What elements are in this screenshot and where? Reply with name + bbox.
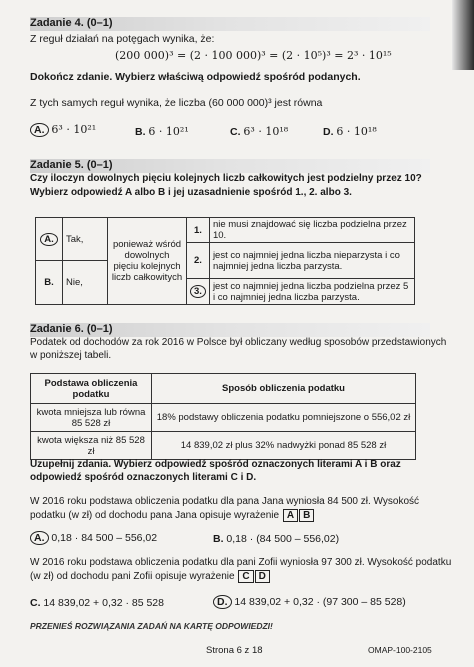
task5-answer-table xyxy=(35,217,415,305)
jan-answer-box-a[interactable]: A xyxy=(283,509,298,522)
tax-table-header-method: Sposób obliczenia podatku xyxy=(152,374,416,404)
tax-table-header-base: Podstawa obliczenia podatku xyxy=(31,374,152,404)
task5-reason-2-num[interactable]: 2. xyxy=(187,243,210,279)
task6-zofia-line2 xyxy=(30,570,270,583)
task4-option-b[interactable] xyxy=(135,125,189,138)
task6-zofia-option-c-letter: C. xyxy=(30,597,41,609)
task4-option-c-text: 6³ · 10¹⁸ xyxy=(243,125,289,138)
tax-table-row2-method: 14 839,02 zł plus 32% nadwyżki ponad 85 528 zł xyxy=(152,432,416,460)
task6-zofia-option-d-text: 14 839,02 + 0,32 · (97 300 – 85 528) xyxy=(234,596,406,608)
task5-question-line2: Wybierz odpowiedź A albo B i jej uzasadnienie spośród 1., 2. albo 3. xyxy=(30,187,352,198)
task5-reason-1-num[interactable]: 1. xyxy=(187,218,210,243)
selected-answer-circle: A. xyxy=(30,531,49,545)
task5-reason-3-num[interactable] xyxy=(187,279,210,305)
task4-option-d-text: 6 · 10¹⁸ xyxy=(336,125,377,138)
selected-answer-circle: A. xyxy=(40,233,58,246)
task6-intro-line2: w poniższej tabeli. xyxy=(30,350,112,361)
task5-option-a-text: Tak, xyxy=(63,218,108,261)
task6-zofia-option-c-text: 14 839,02 + 0,32 · 85 528 xyxy=(43,597,164,609)
task6-title: Zadanie 6. (0–1) xyxy=(30,323,113,335)
task4-question: Z tych samych reguł wynika, że liczba (60 000 000)³ jest równa xyxy=(30,97,323,109)
jan-answer-box-b[interactable]: B xyxy=(299,509,314,522)
task6-intro-line1: Podatek od dochodów za rok 2016 w Polsce był obliczany według sposobów przedstawionych xyxy=(30,337,447,348)
task4-option-a-text: 6³ · 10²¹ xyxy=(51,123,97,136)
selected-answer-circle: D. xyxy=(213,595,232,609)
selected-answer-circle: A. xyxy=(30,123,49,137)
task6-zofia-option-d[interactable] xyxy=(213,595,406,609)
task5-reason-2-text: jest co najmniej jedna liczba nieparzysta i co najmniej jedna liczba parzysta. xyxy=(209,243,414,279)
task4-option-b-letter: B. xyxy=(135,126,146,138)
task4-option-b-text: 6 · 10²¹ xyxy=(148,125,189,138)
task6-instruction-line1: Uzupełnij zdania. Wybierz odpowiedź spośród oznaczonych literami A i B oraz xyxy=(30,459,401,470)
tax-table-row2-base: kwota większa niż 85 528 zł xyxy=(31,432,152,460)
task5-option-b-text: Nie, xyxy=(63,261,108,305)
task6-jan-option-b-text: 0,18 · (84 500 – 556,02) xyxy=(226,533,340,545)
task6-jan-option-a-text: 0,18 · 84 500 – 556,02 xyxy=(51,532,158,544)
page-number: Strona 6 z 18 xyxy=(206,645,263,656)
task4-title: Zadanie 4. (0–1) xyxy=(30,17,113,29)
task5-reason-3-text: jest co najmniej jedna liczba podzielna przez 5 i co najmniej jedna liczba parzysta. xyxy=(209,279,414,305)
task6-jan-line1: W 2016 roku podstawa obliczenia podatku dla pana Jana wyniosła 84 500 zł. Wysokość xyxy=(30,496,420,507)
task6-zofia-line1: W 2016 roku podstawa obliczenia podatku dla pani Zofii wyniosła 97 300 zł. Wysokość podatku xyxy=(30,557,452,568)
task6-jan-line2 xyxy=(30,509,314,522)
task5-question-line1: Czy iloczyn dowolnych pięciu kolejnych liczb całkowitych jest podzielny przez 10? xyxy=(30,173,422,184)
tax-table-row1-base: kwota mniejsza lub równa 85 528 zł xyxy=(31,404,152,432)
task6-jan-option-b-letter: B. xyxy=(213,533,224,545)
zofia-answer-box-c[interactable]: C xyxy=(238,570,253,583)
task5-middle-text: ponieważ wśród dowolnych pięciu kolejnych liczb całkowitych xyxy=(108,218,187,305)
task6-instruction-line2: odpowiedź spośród oznaczonych literami C i D. xyxy=(30,472,257,483)
task4-option-a[interactable] xyxy=(30,123,96,137)
task5-option-a[interactable] xyxy=(36,218,63,261)
task4-option-d-letter: D. xyxy=(323,126,334,138)
task4-instruction: Dokończ zdanie. Wybierz właściwą odpowiedź spośród podanych. xyxy=(30,71,361,83)
selected-answer-circle: 3. xyxy=(190,285,206,298)
task4-option-c-letter: C. xyxy=(230,126,241,138)
task6-jan-line2-text: podatku (w zł) od dochodu pana Jana opisuje wyrażenie xyxy=(30,510,280,521)
task5-option-b[interactable]: B. xyxy=(36,261,63,305)
transfer-note: PRZENIEŚ ROZWIĄZANIA ZADAŃ NA KARTĘ ODPOWIEDZI! xyxy=(30,621,273,631)
task6-zofia-line2-text: (w zł) od dochodu pani Zofii opisuje wyrażenie xyxy=(30,571,235,582)
task6-jan-option-b[interactable] xyxy=(213,533,339,545)
zofia-answer-box-d[interactable]: D xyxy=(255,570,270,583)
task4-option-c[interactable] xyxy=(230,125,288,138)
task4-intro: Z reguł działań na potęgach wynika, że: xyxy=(30,33,215,45)
tax-table-row1-method: 18% podstawy obliczenia podatku pomniejszone o 556,02 zł xyxy=(152,404,416,432)
task5-title: Zadanie 5. (0–1) xyxy=(30,159,113,171)
task4-option-d[interactable] xyxy=(323,125,377,138)
scan-edge-shadow xyxy=(452,0,474,70)
tax-table xyxy=(30,373,416,460)
task6-jan-option-a[interactable] xyxy=(30,531,157,545)
task6-zofia-option-c[interactable] xyxy=(30,597,164,609)
exam-code: OMAP-100-2105 xyxy=(368,645,432,655)
task5-reason-1-text: nie musi znajdować się liczba podzielna przez 10. xyxy=(209,218,414,243)
task4-formula: (200 000)³ = (2 · 100 000)³ = (2 · 10⁵)³ = 2³ · 10¹⁵ xyxy=(115,49,392,62)
